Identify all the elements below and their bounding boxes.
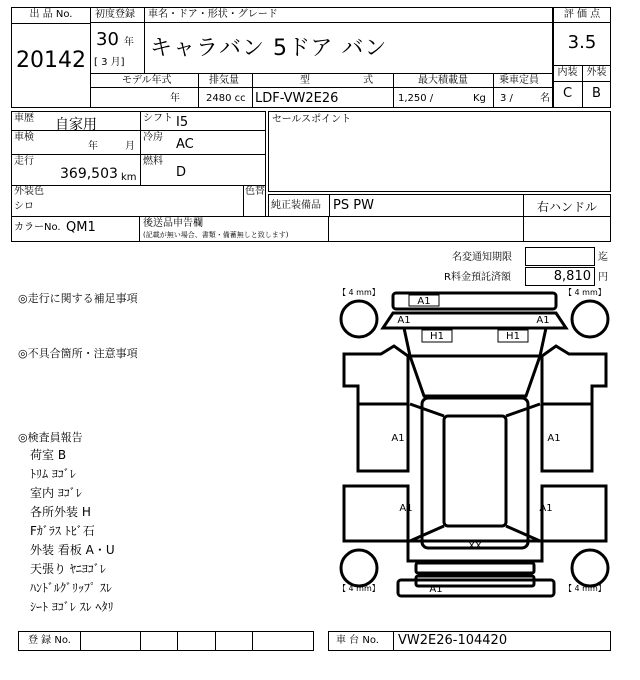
history-label: 車歴 (14, 113, 34, 124)
first-registration-label: 初度登録 (95, 9, 135, 20)
report-line: 室内 ﾖｺﾞﾚ (30, 486, 82, 500)
report-line: 外装 看板 A・U (30, 543, 115, 557)
color-change-label: 色替 (245, 186, 265, 197)
wheel-rear-right (572, 550, 608, 586)
displacement-label: 排気量 (209, 75, 239, 86)
inspector-report-lines (30, 446, 115, 617)
mark-front-left: A1 (397, 315, 411, 326)
docs-label: 後送品申告欄 (143, 218, 203, 229)
recycle-amount: 8,810 (553, 269, 591, 284)
registration-year: 30 (96, 29, 119, 50)
inspector-report-label: ◎検査員報告 (18, 431, 83, 444)
vehicle-damage-diagram (336, 286, 614, 606)
mileage-label: 走行 (14, 156, 34, 167)
chassis-number-label: 車 台 No. (336, 635, 379, 646)
interior-grade: C (562, 86, 573, 101)
inspection-label: 車検 (14, 132, 34, 143)
shift-label: シフト (143, 113, 173, 124)
report-line: Fｶﾞﾗｽ ﾄﾋﾞ石 (30, 524, 95, 538)
wheel-front-left (341, 301, 377, 337)
capacity-value: 3 / (500, 93, 513, 104)
report-line: 各所外装 H (30, 505, 91, 519)
docs-note: (記載が無い場合、書類・備蓄無しと致します) (143, 231, 289, 239)
details-left (11, 111, 266, 186)
mark-side-left: A1 (391, 433, 405, 444)
inspection-year: 年 (88, 141, 98, 152)
steering-value: 右ハンドル (536, 200, 597, 214)
score-value: 3.5 (567, 32, 597, 53)
report-line: ﾄﾘﾑ ﾖｺﾞﾚ (30, 467, 76, 481)
registration-number-label: 登 録 No. (28, 635, 71, 646)
defect-notes-label: ◎不具合箇所・注意事項 (18, 347, 138, 360)
mileage-value: 369,503 (60, 166, 118, 182)
model-type-value: LDF-VW2E26 (255, 91, 339, 106)
ac-label: 冷房 (143, 132, 163, 143)
color-no-value: QM1 (66, 220, 96, 235)
notice-label: 名変通知期限 (452, 252, 512, 263)
color-no-label: カラーNo. (14, 222, 61, 233)
tire-front-left: 【 4 mm】 (338, 288, 380, 297)
mark-lamp-left: H1 (430, 331, 444, 342)
exterior-color-box (11, 185, 266, 217)
model-year-label: モデル年式 (122, 75, 172, 86)
type-label: 型 式 (300, 75, 374, 86)
mark-side-right: A1 (547, 433, 561, 444)
lot-number: 20142 (16, 48, 86, 73)
inspection-month: 月 (125, 141, 135, 152)
fuel-label: 燃料 (143, 156, 163, 167)
mark-rear-bumper: A1 (429, 584, 443, 595)
registration-month: [ 3 月] (94, 57, 125, 68)
lot-number-label: 出 品 No. (29, 9, 73, 20)
notice-unit: 迄 (598, 252, 608, 263)
registration-year-unit: 年 (124, 37, 134, 48)
exterior-label: 外装 (586, 67, 607, 78)
chassis-number: VW2E26-104420 (398, 633, 508, 648)
mark-rear-right: A1 (539, 503, 553, 514)
shift-value: I5 (176, 115, 189, 130)
mileage-unit: km (121, 172, 137, 183)
mark-lamp-right: H1 (506, 331, 520, 342)
report-line: 天張り ﾔﾆﾖｺﾞﾚ (30, 562, 106, 576)
report-line: 荷室 B (30, 448, 67, 462)
score-label: 評 価 点 (563, 9, 601, 20)
exterior-grade: B (592, 86, 601, 101)
capacity-label: 乗車定員 (499, 75, 539, 86)
report-line: ﾊﾝﾄﾞﾙｸﾞﾘｯﾌﾟ ｽﾚ (30, 581, 112, 595)
displacement-value: 2480 cc (206, 93, 246, 104)
exterior-color-value: シロ (14, 201, 34, 212)
tire-rear-right: 【 4 mm】 (564, 584, 606, 593)
ac-value: AC (176, 137, 194, 152)
car-name: キャラバン 5ドア バン (150, 36, 388, 61)
car-name-label: 車名・ドア・形状・グレード (148, 9, 278, 20)
report-line: ｼｰﾄ ﾖｺﾞﾚ ｽﾚ ﾍﾀﾘ (30, 600, 114, 614)
history-value: 自家用 (55, 117, 97, 133)
recycle-label: R料金預託済額 (444, 272, 511, 283)
mark-cargo-floor: XX (468, 541, 482, 552)
mark-front-bumper: A1 (417, 296, 431, 307)
fuel-value: D (176, 165, 187, 180)
exterior-color-label: 外装色 (14, 186, 44, 197)
mark-front-right: A1 (536, 315, 550, 326)
driving-notes-label: ◎走行に関する補足事項 (18, 292, 138, 305)
wheel-rear-left (341, 550, 377, 586)
tire-front-right: 【 4 mm】 (564, 288, 606, 297)
tire-rear-left: 【 4 mm】 (338, 584, 380, 593)
sales-point-label: セールスポイント (272, 114, 352, 125)
max-load-value: 1,250 / (398, 93, 434, 104)
equipment-label: 純正装備品 (271, 200, 321, 211)
wheel-front-right (572, 301, 608, 337)
mark-rear-left: A1 (399, 503, 413, 514)
equipment-value: PS PW (333, 198, 374, 213)
model-year-unit: 年 (170, 93, 180, 104)
recycle-unit: 円 (598, 272, 608, 283)
interior-label: 内装 (557, 67, 578, 78)
max-load-label: 最大積載量 (418, 75, 468, 86)
notice-value-box (525, 247, 595, 266)
lot-number-box (11, 7, 91, 108)
capacity-unit: 名 (540, 93, 550, 104)
max-load-unit: Kg (473, 93, 486, 104)
